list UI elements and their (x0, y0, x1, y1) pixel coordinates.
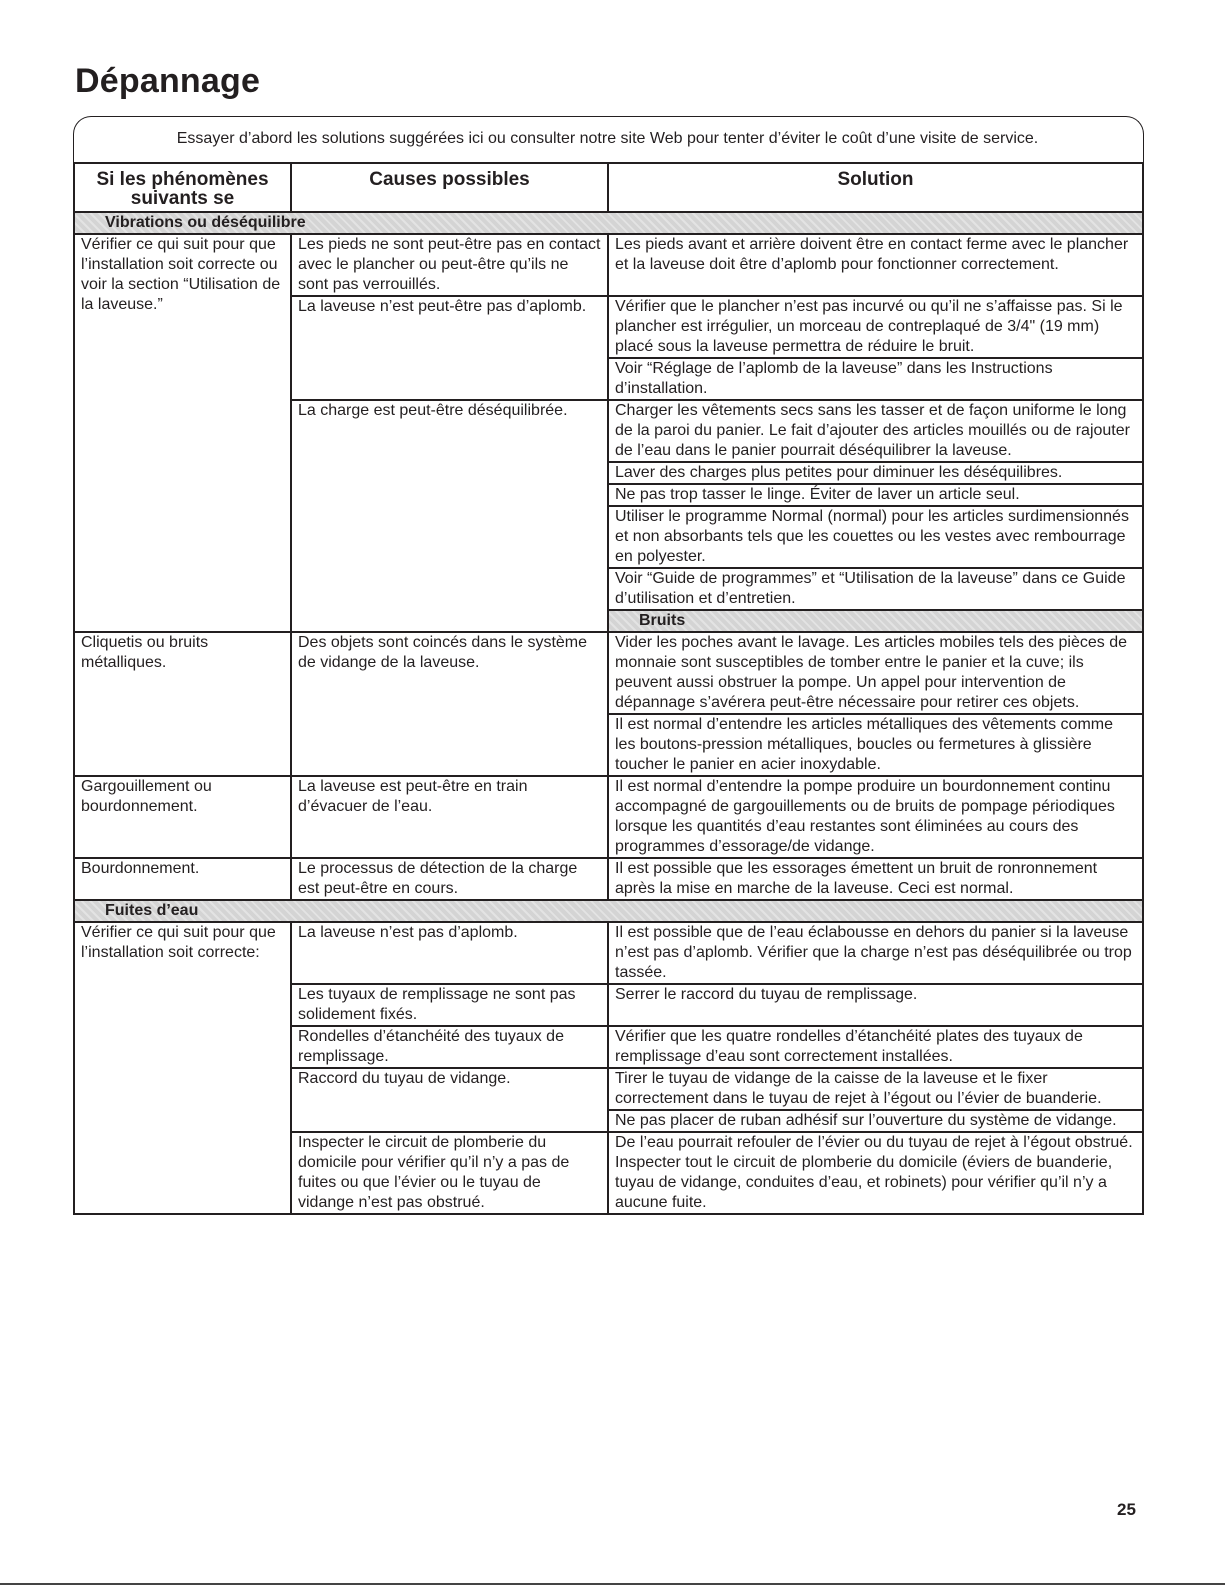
cause-cell: Rondelles d’étanchéité des tuyaux de remplissage. (291, 1026, 608, 1068)
solution-cell: Serrer le raccord du tuyau de remplissage. (608, 984, 1143, 1026)
solution-cell: Il est normal d’entendre la pompe produire un bourdonnement continu accompagné de gargouillements ou de bruits de pompage périodiques lorsque les quantités d’eau restantes sont éliminées au cours des programmes d’essorage/de vidange. (608, 776, 1143, 858)
cause-cell: La laveuse n’est peut-être pas d’aplomb. (291, 296, 608, 400)
cause-cell: Raccord du tuyau de vidange. (291, 1068, 608, 1132)
table-row (74, 922, 1143, 984)
page-number: 25 (1117, 1500, 1136, 1519)
cause-cell: Le processus de détection de la charge est peut-être en cours. (291, 858, 608, 900)
header-row (74, 163, 1143, 212)
cause-cell: Des objets sont coincés dans le système de vidange de la laveuse. (291, 632, 608, 776)
symptom-cell: Vérifier ce qui suit pour que l’installation soit correcte: (74, 922, 291, 1214)
header-causes: Causes possibles (291, 163, 608, 212)
header-symptoms: Si les phénomènes suivants se (74, 163, 291, 212)
table-row (74, 776, 1143, 858)
symptom-cell: Cliquetis ou bruits métalliques. (74, 632, 291, 776)
solution-cell: Il est normal d’entendre les articles métalliques des vêtements comme les boutons-pression métalliques, boucles ou fermetures à glissière toucher le panier en acier inoxydable. (608, 714, 1143, 776)
cause-cell: Les tuyaux de remplissage ne sont pas solidement fixés. (291, 984, 608, 1026)
solution-cell: Ne pas placer de ruban adhésif sur l’ouverture du système de vidange. (608, 1110, 1143, 1132)
section-bruits: Bruits (608, 610, 1143, 632)
symptom-cell: Gargouillement ou bourdonnement. (74, 776, 291, 858)
solution-cell: Voir “Réglage de l’aplomb de la laveuse” dans les Instructions d’installation. (608, 358, 1143, 400)
solution-cell: De l’eau pourrait refouler de l’évier ou du tuyau de rejet à l’égout obstrué. Inspecter tout le circuit de plomberie du domicile (éviers de buanderie, tuyau de vidange, conduites d’eau, et robinets) pour vérifier qu’il n’y a aucune fuite. (608, 1132, 1143, 1214)
page-title: Dépannage (75, 62, 261, 100)
cause-cell: Inspecter le circuit de plomberie du domicile pour vérifier qu’il n’y a pas de fuites ou que l’évier ou le tuyau de vidange n’est pas obstrué. (291, 1132, 608, 1214)
solution-cell: Utiliser le programme Normal (normal) pour les articles surdimensionnés et non absorbants tels que les couettes ou les vestes avec rembourrage en polyester. (608, 506, 1143, 568)
solution-cell: Il est possible que les essorages émettent un bruit de ronronnement après la mise en marche de la laveuse. Ceci est normal. (608, 858, 1143, 900)
troubleshooting-table (73, 162, 1144, 1215)
intro-text: Essayer d’abord les solutions suggérées ici ou consulter notre site Web pour tenter d’éviter le coût d’une visite de service. (176, 130, 1039, 147)
solution-cell: Tirer le tuyau de vidange de la caisse de la laveuse et le fixer correctement dans le tuyau de rejet à l’égout ou l’évier de buanderie. (608, 1068, 1143, 1110)
solution-cell: Vérifier que le plancher n’est pas incurvé ou qu’il ne s’affaisse pas. Si le plancher est irrégulier, un morceau de contreplaqué de 3/4" (19 mm) placé sous la laveuse permettra de réduire le bruit. (608, 296, 1143, 358)
cause-cell: Les pieds ne sont peut-être pas en contact avec le plancher ou peut-être qu’ils ne sont pas verrouillés. (291, 234, 608, 296)
table-row (74, 858, 1143, 900)
header-solution: Solution (608, 163, 1143, 212)
section-fuites: Fuites d’eau (74, 900, 1143, 922)
solution-cell: Vider les poches avant le lavage. Les articles mobiles tels des pièces de monnaie sont susceptibles de tomber entre le panier et la cuve; ils peuvent aussi obstruer la pompe. Un appel pour intervention de dépannage s’avérera peut-être nécessaire pour retirer ces objets. (608, 632, 1143, 714)
symptom-cell: Bourdonnement. (74, 858, 291, 900)
table-row (74, 234, 1143, 296)
solution-cell: Vérifier que les quatre rondelles d’étanchéité plates des tuyaux de remplissage d’eau sont correctement installées. (608, 1026, 1143, 1068)
solution-cell: Ne pas trop tasser le linge. Éviter de laver un article seul. (608, 484, 1143, 506)
solution-cell: Charger les vêtements secs sans les tasser et de façon uniforme le long de la paroi du panier. Le fait d’ajouter des articles mouillés ou de rajouter de l’eau dans le panier pourrait déséquilibrer la laveuse. (608, 400, 1143, 462)
solution-cell: Laver des charges plus petites pour diminuer les déséquilibres. (608, 462, 1143, 484)
solution-cell: Il est possible que de l’eau éclabousse en dehors du panier si la laveuse n’est pas d’aplomb. Vérifier que la charge n’est pas déséquilibrée ou trop tassée. (608, 922, 1143, 984)
cause-cell: La charge est peut-être déséquilibrée. (291, 400, 608, 632)
symptom-cell: Vérifier ce qui suit pour que l’installation soit correcte ou voir la section “Utilisation de la laveuse.” (74, 234, 291, 632)
table-row (74, 632, 1143, 714)
solution-cell: Voir “Guide de programmes” et “Utilisation de la laveuse” dans ce Guide d’utilisation et d’entretien. (608, 568, 1143, 610)
cause-cell: La laveuse n’est pas d’aplomb. (291, 922, 608, 984)
cause-cell: La laveuse est peut-être en train d’évacuer de l’eau. (291, 776, 608, 858)
section-vibrations: Vibrations ou déséquilibre (74, 212, 1143, 234)
solution-cell: Les pieds avant et arrière doivent être en contact ferme avec le plancher et la laveuse doit être d’aplomb pour fonctionner correctement. (608, 234, 1143, 296)
